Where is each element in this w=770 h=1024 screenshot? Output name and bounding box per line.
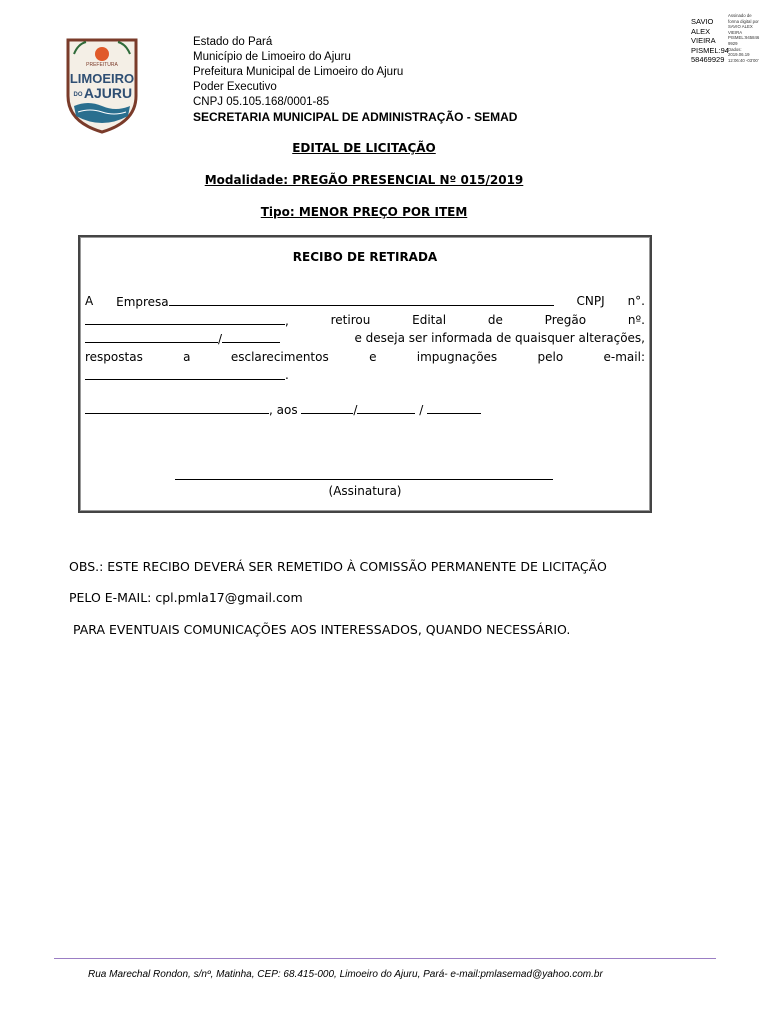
logo-line2b: AJURU [83,85,133,101]
signature-label: (Assinatura) [328,484,402,498]
modalidade-title: Modalidade: PREGÃO PRESENCIAL Nº 015/2019 [204,173,524,187]
header-line-cnpj: CNPJ 05.105.168/0001-85 [193,96,330,108]
logo-top-text: PREFEITURA [86,62,118,68]
header-line-power: Poder Executivo [193,81,277,93]
month-blank[interactable] [357,400,415,414]
cnpj-blank[interactable] [85,311,285,325]
header-line-state: Estado do Pará [193,36,273,48]
receipt-title: RECIBO DE RETIRADA [292,250,438,264]
obs-line-1: OBS.: ESTE RECIBO DEVERÁ SER REMETIDO À COMISSÃO PERMANENTE DE LICITAÇÃO [69,559,607,574]
edital-title: EDITAL DE LICITAÇÃO [292,141,436,155]
logo-line1: LIMOEIRO [69,71,135,86]
header-department: SECRETARIA MUNICIPAL DE ADMINISTRAÇÃO - SEMAD [193,110,518,124]
receipt-paragraph [85,292,645,385]
company-name-blank[interactable] [169,292,554,306]
receipt-line-3: / e deseja ser informada de quaisquer alterações, [85,329,645,348]
footer-address: Rua Marechal Rondon, s/nº, Matinha, CEP: 68.415-000, Limoeiro do Ajuru, Pará- e-mail:pmlasemad@yahoo.com.br [88,969,603,980]
signature-line[interactable] [175,479,553,480]
email-blank[interactable] [85,366,285,380]
place-blank[interactable] [85,400,269,414]
header-line-municipality: Município de Limoeiro do Ajuru [193,51,351,63]
receipt-line-1: A Empresa CNPJ n°. [85,294,645,309]
pregao-number-blank[interactable] [85,329,218,343]
day-blank[interactable] [301,400,353,414]
obs-line-3: PARA EVENTUAIS COMUNICAÇÕES AOS INTERESSADOS, QUANDO NECESSÁRIO. [69,622,571,637]
digital-signature-name: SAVIO ALEX VIEIRA PISMEL:94 58469929 [691,17,729,64]
year-blank[interactable] [427,400,481,414]
receipt-line-5: . [85,366,645,385]
receipt-line-4: respostas a esclarecimentos e impugnações pelo e-mail: [85,349,645,364]
receipt-box [78,235,652,513]
prefeitura-logo [64,36,140,134]
digital-signature-detail: Assinado de forma digital por SAVIO ALEX VIEIRA PISMEL:945846 9929 Dados: 2019.06.19 12:06:40 -03'00' [728,13,760,63]
header-block [193,35,517,125]
date-line: , aos / / [85,400,481,417]
header-line-prefecture: Prefeitura Municipal de Limoeiro do Ajuru [193,66,404,78]
pregao-year-blank[interactable] [222,329,280,343]
tipo-title: Tipo: MENOR PREÇO POR ITEM [260,205,468,219]
logo-line2a: DO [73,92,83,98]
obs-line-2: PELO E-MAIL: cpl.pmla17@gmail.com [69,590,303,605]
receipt-line-2: , retirou Edital de Pregão nº. [85,311,645,330]
footer-rule [54,958,716,959]
